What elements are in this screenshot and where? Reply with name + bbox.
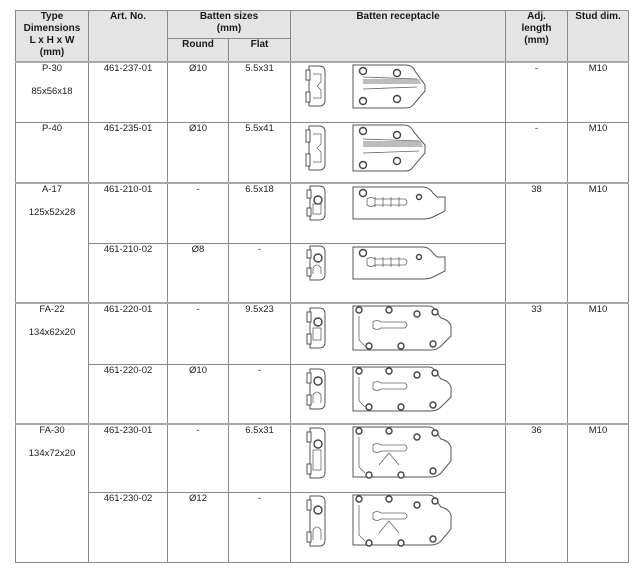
art-no-cell: 461-220-01: [89, 303, 168, 364]
front-view-drawing: [349, 425, 453, 481]
type-cell: [16, 424, 89, 562]
receptacle-image-cell: [291, 243, 506, 303]
type-name: FA-30: [39, 425, 65, 436]
flat-size-cell: 6.5x18: [229, 183, 291, 243]
front-view-drawing: [349, 304, 453, 352]
art-no-cell: 461-210-02: [89, 243, 168, 303]
header-art-no: Art. No.: [89, 11, 168, 63]
art-no-cell: 461-235-01: [89, 122, 168, 183]
receptacle-image-cell: [291, 424, 506, 492]
round-size-cell: Ø8: [168, 243, 229, 303]
receptacle-image-cell: [291, 364, 506, 424]
header-length-unit: (mm): [524, 35, 549, 46]
flat-size-cell: -: [229, 492, 291, 562]
flat-size-cell: -: [229, 243, 291, 303]
round-size-cell: Ø10: [168, 122, 229, 183]
header-lxhxw-line: L x H x W: [29, 35, 75, 46]
table-row: [16, 424, 629, 492]
front-view-drawing: [349, 123, 429, 173]
stud-dim-cell: M10: [568, 62, 629, 122]
type-dimensions: 85x56x18: [31, 86, 73, 97]
type-dimensions: 134x72x20: [28, 448, 76, 459]
flat-size-cell: 6.5x31: [229, 424, 291, 492]
front-view-drawing: [349, 365, 453, 413]
art-no-cell: 461-220-02: [89, 364, 168, 424]
stud-dim-cell: M10: [568, 183, 629, 303]
header-adj-line: Adj.: [527, 11, 546, 22]
side-view-drawing: [305, 64, 327, 108]
type-dimensions: 125x52x28: [28, 207, 76, 218]
header-dimensions-line: Dimensions: [23, 23, 81, 34]
front-view-drawing: [349, 245, 449, 281]
adj-length-cell: 38: [506, 183, 568, 303]
receptacle-image-cell: [291, 303, 506, 364]
round-size-cell: Ø12: [168, 492, 229, 562]
header-round: Round: [168, 39, 229, 63]
round-size-cell: -: [168, 303, 229, 364]
receptacle-image-cell: [291, 183, 506, 243]
flat-size-cell: -: [229, 364, 291, 424]
type-dimensions: 134x62x20: [28, 327, 76, 338]
header-flat: Flat: [229, 39, 291, 63]
header-type-dimensions: [16, 11, 89, 63]
art-no-cell: 461-230-02: [89, 492, 168, 562]
header-batten-receptacle: Batten receptacle: [291, 11, 506, 63]
header-length-line: length: [521, 23, 552, 34]
receptacle-image-cell: [291, 122, 506, 183]
side-view-drawing: [305, 244, 327, 282]
header-adj-length: [506, 11, 568, 63]
batten-receptacle-spec-table: [15, 10, 629, 563]
art-no-cell: 461-230-01: [89, 424, 168, 492]
front-view-drawing: [349, 493, 453, 549]
round-size-cell: Ø10: [168, 62, 229, 122]
table-row: [16, 303, 629, 364]
adj-length-cell: 33: [506, 303, 568, 424]
stud-dim-cell: M10: [568, 424, 629, 562]
adj-length-cell: 36: [506, 424, 568, 562]
side-view-drawing: [305, 124, 327, 172]
front-view-drawing: [349, 185, 449, 221]
header-batten-sizes-unit: (mm): [216, 23, 242, 34]
type-name: A-17: [41, 184, 63, 195]
header-stud-dim: Stud dim.: [568, 11, 629, 63]
round-size-cell: Ø10: [168, 364, 229, 424]
stud-dim-cell: M10: [568, 122, 629, 183]
side-view-drawing: [305, 306, 327, 350]
art-no-cell: 461-210-01: [89, 183, 168, 243]
header-batten-sizes: [168, 11, 291, 39]
type-cell: [16, 303, 89, 424]
flat-size-cell: 5.5x31: [229, 62, 291, 122]
round-size-cell: -: [168, 183, 229, 243]
type-name: P-30: [41, 63, 63, 74]
side-view-drawing: [305, 494, 327, 548]
art-no-cell: 461-237-01: [89, 62, 168, 122]
side-view-drawing: [305, 367, 327, 411]
receptacle-image-cell: [291, 492, 506, 562]
flat-size-cell: 5.5x41: [229, 122, 291, 183]
table-row: [16, 122, 629, 183]
type-cell: [16, 122, 89, 183]
side-view-drawing: [305, 426, 327, 480]
header-type-line: Type: [40, 11, 64, 22]
adj-length-cell: -: [506, 62, 568, 122]
type-cell: [16, 183, 89, 303]
table-row: [16, 62, 629, 122]
table-row: [16, 183, 629, 243]
flat-size-cell: 9.5x23: [229, 303, 291, 364]
front-view-drawing: [349, 63, 429, 109]
type-name: FA-22: [39, 304, 65, 315]
round-size-cell: -: [168, 424, 229, 492]
side-view-drawing: [305, 184, 327, 222]
adj-length-cell: -: [506, 122, 568, 183]
header-batten-sizes-line: Batten sizes: [199, 11, 259, 22]
receptacle-image-cell: [291, 62, 506, 122]
type-cell: [16, 62, 89, 122]
header-mm-line: (mm): [39, 47, 65, 58]
stud-dim-cell: M10: [568, 303, 629, 424]
type-name: P-40: [41, 122, 63, 134]
